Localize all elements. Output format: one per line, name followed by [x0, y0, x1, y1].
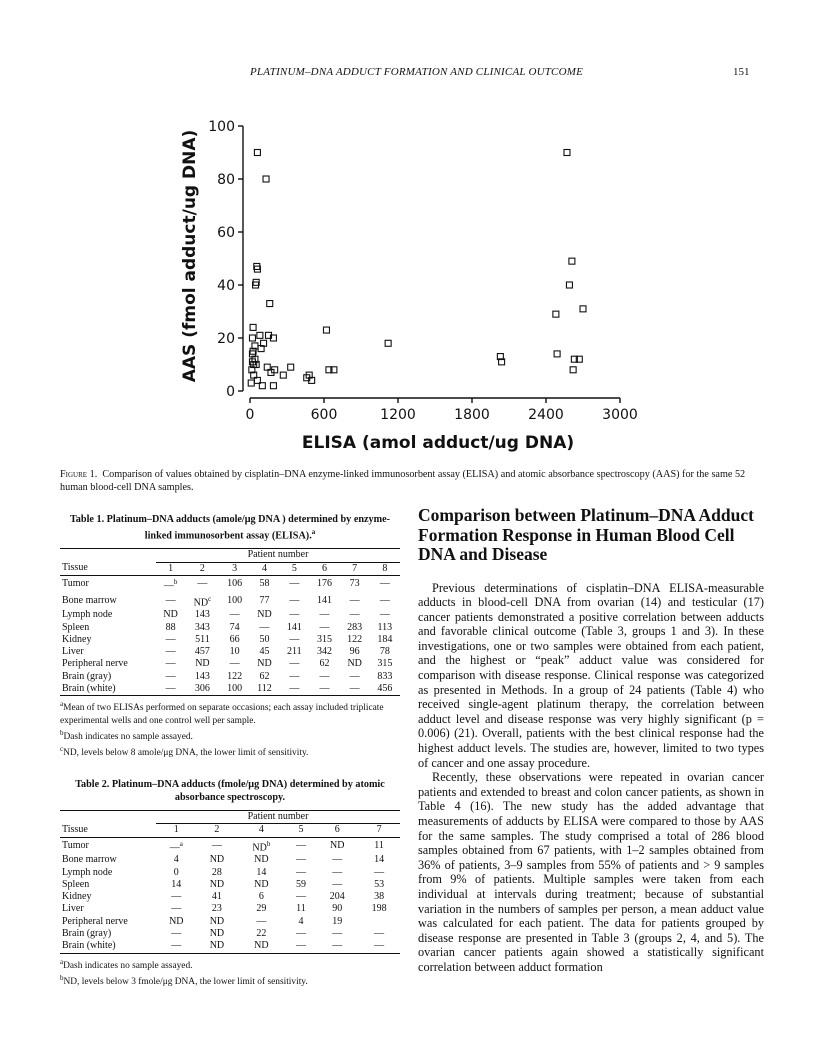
table-row — [60, 916, 400, 928]
value-cell: 66 — [229, 633, 240, 645]
section-heading: Comparison between Platinum–DNA Adduct Formation Response in Human Blood Cell DNA and Disease — [418, 505, 754, 564]
value-cell: — — [289, 578, 300, 590]
value-cell: — — [379, 609, 390, 621]
value-cell: — — [165, 646, 176, 658]
y-tick-label: 80 — [217, 172, 235, 188]
value-cell: 88 — [165, 621, 176, 633]
value-cell: ND — [347, 658, 362, 670]
value-cell: — — [229, 609, 240, 621]
value-cell: 457 — [194, 646, 210, 658]
value-cell: 343 — [194, 621, 210, 633]
table-row — [60, 903, 400, 915]
x-tick-label: 3000 — [602, 407, 638, 423]
value-cell: 204 — [329, 891, 345, 903]
scatter-chart — [170, 108, 640, 458]
table-row — [60, 593, 400, 610]
table-footnote: $^a$Dash indicates no sample assayed. — [60, 957, 193, 971]
value-cell: 58 — [259, 578, 270, 590]
tissue-cell: Lymph node — [62, 866, 113, 878]
table-row — [60, 683, 400, 696]
value-cell: 38 — [374, 891, 385, 903]
value-cell: — — [349, 594, 360, 606]
value-cell: ND — [209, 928, 225, 939]
scatter-point — [385, 340, 391, 346]
scatter-point — [553, 311, 559, 317]
value-cell: 77 — [259, 594, 270, 606]
table-row — [60, 575, 400, 592]
tissue-cell: Bone marrow — [62, 594, 117, 606]
value-cell: — — [379, 578, 390, 590]
scatter-point — [267, 301, 273, 307]
table-row — [60, 837, 400, 854]
body-paragraph: Previous determinations of cisplatin–DNA ELISA-measurable adducts in blood-cell DNA from ovarian (14) and testicular (17) cancer patients demonstrated a positive correlation between adducts and favorable clinical outcome (Table 3, groups 1 and 3). In these investigations, one or two samples were obtained from each patient, and the highest or “peak” adduct value was considered for comparison with disease response. Clinical response was categorized as presented in Methods. In a group of 24 patients (Table 4) who received single-agent platinum therapy, the correlation between adduct level and disease response was very highly significant (p = 0.006) (21). Overall, patients with the best clinical response had the highest adduct levels. The studies are, however, limited to two types of cancer and one assay procedure. — [418, 580, 764, 770]
value-cell: 74 — [229, 621, 240, 633]
tissue-cell: Spleen — [62, 878, 90, 890]
value-cell: — — [165, 670, 176, 682]
tissue-cell: Kidney — [62, 633, 92, 645]
value-cell: — — [289, 594, 300, 606]
value-cell: ND — [254, 878, 269, 890]
value-cell: 45 — [259, 646, 270, 658]
value-cell: 90 — [332, 903, 343, 915]
value-cell: 11 — [374, 839, 384, 851]
table-row — [60, 854, 400, 866]
tissue-cell: Lymph node — [62, 609, 113, 621]
value-cell: ND — [209, 878, 225, 890]
value-cell: 122 — [347, 633, 363, 645]
value-cell: — — [295, 891, 306, 903]
value-cell: 78 — [379, 646, 390, 658]
table-1-title: Table 1. Platinum–DNA adducts (amole/μg DNA ) determined by enzyme-linked immunosorbent assay (ELISA).$^a$ — [69, 514, 391, 542]
tissue-cell: Liver — [62, 646, 84, 658]
x-tick-label: 0 — [245, 407, 255, 423]
value-cell: — — [165, 594, 176, 606]
y-axis-label: AAS (fmol adduct/ug DNA) — [180, 129, 200, 383]
value-cell: — — [374, 866, 385, 878]
value-cell: — — [279, 683, 309, 696]
value-cell: — — [289, 609, 300, 621]
x-tick-label: 2400 — [528, 407, 564, 423]
scatter-point — [280, 372, 286, 378]
value-cell: 62 — [259, 670, 270, 682]
value-cell: — — [332, 866, 343, 878]
value-cell: — — [358, 940, 400, 953]
table-2-grid — [60, 810, 400, 954]
scatter-point — [263, 176, 269, 182]
column-header: 8 — [370, 562, 400, 575]
value-cell: ND — [209, 854, 225, 866]
value-cell: — — [156, 940, 197, 953]
value-cell: 141 — [317, 594, 333, 606]
value-cell: —$^a$ — [169, 839, 183, 853]
column-header: 6 — [309, 562, 339, 575]
value-cell: — — [197, 578, 208, 590]
value-cell: ND — [197, 940, 238, 953]
y-tick-label: 60 — [217, 225, 235, 241]
value-cell: 211 — [287, 646, 302, 658]
column-header: 4 — [237, 824, 285, 837]
running-title: PLATINUM–DNA ADDUCT FORMATION AND CLINICAL OUTCOME — [250, 66, 584, 78]
value-cell: — — [286, 940, 317, 953]
scatter-point — [323, 327, 329, 333]
body-text-column — [418, 506, 764, 975]
table-2-title: Table 2. Platinum–DNA adducts (fmole/μg DNA) determined by atomic absorbance spectroscopy. — [75, 779, 385, 803]
value-cell: 283 — [347, 621, 363, 633]
value-cell: 50 — [259, 633, 270, 645]
table-row — [60, 879, 400, 891]
table-row — [60, 634, 400, 646]
value-cell: 100 — [220, 683, 250, 696]
value-cell: 53 — [374, 878, 385, 890]
scatter-point — [254, 150, 260, 156]
tissue-cell: Bone marrow — [62, 854, 117, 866]
tissue-cell: Tumor — [62, 578, 89, 590]
figure-label: Figure 1. — [60, 469, 98, 480]
scatter-point — [554, 351, 560, 357]
value-cell: ND — [169, 915, 184, 927]
y-tick-label: 100 — [208, 119, 235, 135]
value-cell: ND — [163, 609, 178, 621]
scatter-point — [270, 383, 276, 389]
value-cell: 833 — [377, 670, 393, 682]
tissue-cell: Peripheral nerve — [62, 915, 128, 927]
value-cell: — — [289, 670, 300, 682]
value-cell: 14 — [374, 854, 385, 866]
value-cell: — — [319, 621, 330, 633]
value-cell: 10 — [229, 646, 240, 658]
value-cell: $ND^c$ — [193, 594, 212, 608]
value-cell: 96 — [349, 646, 360, 658]
value-cell: — — [295, 839, 306, 851]
column-header: 4 — [250, 562, 280, 575]
value-cell: 14 — [171, 878, 182, 890]
value-cell: 143 — [194, 670, 210, 682]
y-tick-label: 40 — [217, 278, 235, 294]
value-cell: 184 — [377, 633, 393, 645]
value-cell: ND — [257, 658, 272, 670]
value-cell: $ND^b$ — [252, 839, 271, 853]
x-tick-label: 600 — [310, 407, 338, 423]
value-cell: 4 — [298, 915, 304, 927]
scatter-point — [569, 258, 575, 264]
value-cell: 106 — [227, 578, 243, 590]
table-2-footnotes — [60, 956, 400, 989]
tissue-cell: Brain (gray) — [62, 670, 112, 682]
table-footnote: $^b$ND, levels below 3 fmole/μg DNA, the lower limit of sensitivity. — [60, 974, 308, 988]
value-cell: 456 — [370, 683, 400, 696]
table-1-tissue-header: Tissue — [60, 562, 156, 575]
tissue-cell: Peripheral nerve — [62, 658, 128, 670]
value-cell: 62 — [319, 658, 330, 670]
value-cell: 306 — [185, 683, 219, 696]
scatter-point — [257, 332, 263, 338]
column-header: 3 — [220, 562, 250, 575]
tissue-cell: Liver — [62, 903, 84, 915]
table-row — [60, 622, 400, 634]
chart-axes — [208, 119, 638, 423]
value-cell: — — [171, 903, 182, 915]
table-footnote: $^b$Dash indicates no sample assayed. — [60, 729, 193, 743]
value-cell: — — [319, 609, 330, 621]
value-cell: — — [316, 940, 358, 953]
scatter-point — [249, 335, 255, 341]
value-cell: — — [379, 594, 390, 606]
value-cell: — — [171, 891, 182, 903]
column-header: 5 — [286, 824, 317, 837]
value-cell: 4 — [173, 854, 179, 866]
value-cell: — — [256, 915, 267, 927]
value-cell: 113 — [377, 621, 393, 633]
table-row — [60, 928, 400, 940]
value-cell: 29 — [256, 903, 267, 915]
value-cell: 315 — [377, 658, 393, 670]
x-tick-label: 1200 — [380, 407, 416, 423]
column-header: 1 — [156, 824, 197, 837]
column-header: 6 — [316, 824, 358, 837]
column-header: 1 — [156, 562, 185, 575]
y-tick-label: 0 — [226, 384, 235, 400]
value-cell: 112 — [250, 683, 280, 696]
value-cell: 141 — [286, 621, 302, 633]
table-1-footnotes — [60, 698, 400, 760]
table-footnote: $^a$Mean of two ELISAs performed on separate occasions; each assay included triplicate experimental wells and one control well per sample. — [60, 700, 384, 726]
value-cell: — — [374, 928, 385, 939]
tissue-cell: Brain (white) — [60, 683, 156, 696]
value-cell: 100 — [227, 594, 243, 606]
value-cell: ND — [237, 940, 285, 953]
value-cell: — — [295, 854, 306, 866]
page-number: 151 — [733, 66, 750, 78]
column-header: 5 — [279, 562, 309, 575]
value-cell: 6 — [258, 891, 264, 903]
value-cell: —$^b$ — [163, 577, 178, 592]
table-1-span-header: Patient number — [156, 549, 400, 562]
value-cell: 0 — [173, 866, 179, 878]
value-cell: — — [259, 621, 270, 633]
value-cell: — — [332, 928, 343, 939]
value-cell: 176 — [317, 578, 333, 590]
value-cell: 511 — [195, 633, 210, 645]
table-2-span-header: Patient number — [156, 811, 400, 824]
scatter-point — [570, 367, 576, 373]
value-cell: 315 — [317, 633, 333, 645]
value-cell: — — [289, 633, 300, 645]
value-cell: 19 — [332, 915, 343, 927]
value-cell: 22 — [256, 928, 267, 939]
value-cell: ND — [195, 658, 210, 670]
value-cell: — — [332, 854, 343, 866]
value-cell: — — [319, 670, 330, 682]
figure-caption — [60, 468, 760, 494]
value-cell: — — [340, 683, 370, 696]
value-cell: — — [229, 658, 240, 670]
value-cell — [358, 916, 400, 928]
table-2 — [60, 778, 400, 988]
table-1-grid — [60, 548, 400, 696]
value-cell: — — [309, 683, 339, 696]
value-cell: — — [349, 670, 360, 682]
value-cell: 28 — [211, 866, 222, 878]
x-axis-label: ELISA (amol adduct/ug DNA) — [301, 433, 575, 453]
value-cell: — — [165, 658, 176, 670]
tissue-cell: Brain (gray) — [62, 928, 112, 939]
table-row — [60, 867, 400, 879]
value-cell: 122 — [227, 670, 243, 682]
value-cell: — — [295, 928, 306, 939]
x-tick-label: 1800 — [454, 407, 490, 423]
table-row — [60, 609, 400, 621]
table-row — [60, 646, 400, 658]
y-tick-label: 20 — [217, 331, 235, 347]
tissue-cell: Spleen — [62, 621, 90, 633]
value-cell: — — [289, 658, 300, 670]
table-row — [60, 940, 400, 953]
value-cell: — — [171, 928, 182, 939]
value-cell: — — [332, 878, 343, 890]
scatter-point — [580, 306, 586, 312]
value-cell: ND — [254, 854, 269, 866]
value-cell: 143 — [194, 609, 210, 621]
scatter-point — [566, 282, 572, 288]
chart-points — [248, 150, 586, 389]
table-1 — [60, 513, 400, 760]
scatter-point — [564, 150, 570, 156]
value-cell: 59 — [295, 878, 306, 890]
value-cell: — — [349, 609, 360, 621]
column-header: 7 — [358, 824, 400, 837]
value-cell: 14 — [256, 866, 267, 878]
value-cell: ND — [257, 609, 272, 621]
table-footnote: $^c$ND, levels below 8 amole/μg DNA, the lower limit of sensitivity. — [60, 745, 309, 759]
value-cell: 41 — [211, 891, 222, 903]
table-row — [60, 891, 400, 903]
column-header: 2 — [185, 562, 219, 575]
value-cell: — — [211, 839, 222, 851]
body-paragraph: Recently, these observations were repeated in ovarian cancer patients and extended to breast and colon cancer patients, as shown in Table 4 (16). The new study has the added advantage that measurements of adducts by ELISA were compared to those by AAS for the same samples. The study comprised a total of 286 blood samples obtained from 67 patients, with 1–2 samples obtained from 36% of patients, 3–9 samples from 55% of patients and > 9 samples from 9% of patients. Multiple samples were taken from each individual at intervals during treatment; because of substantial variation in the numbers of samples per person, a mean adduct value was calculated for each patient. The data for patients grouped by disease response are presented in Table 3 (groups 2, 4, and 5). The ovarian cancer patients again showed a statistically significant correlation between adduct formation — [418, 770, 764, 974]
value-cell: 23 — [211, 903, 222, 915]
table-row — [60, 671, 400, 683]
value-cell: — — [295, 866, 306, 878]
tissue-cell: Kidney — [62, 891, 92, 903]
value-cell: 73 — [349, 578, 360, 590]
table-2-tissue-header: Tissue — [60, 824, 156, 837]
tissue-cell: Brain (white) — [60, 940, 156, 953]
scatter-point — [288, 364, 294, 370]
value-cell: ND — [209, 915, 225, 927]
table-row — [60, 658, 400, 670]
value-cell: 198 — [371, 903, 387, 915]
value-cell: — — [156, 683, 185, 696]
value-cell: 11 — [296, 903, 306, 915]
scatter-point — [250, 324, 256, 330]
figure-caption-text: Comparison of values obtained by cisplatin–DNA enzyme-linked immunosorbent assay (ELISA) and atomic absorbance spectroscopy (AAS) for the same 52 human blood-cell DNA samples. — [60, 469, 746, 493]
scatter-point — [248, 380, 254, 386]
value-cell: 342 — [317, 646, 333, 658]
tissue-cell: Tumor — [62, 839, 89, 851]
column-header: 7 — [340, 562, 370, 575]
column-header: 2 — [197, 824, 238, 837]
value-cell: ND — [330, 839, 345, 851]
value-cell: — — [165, 633, 176, 645]
